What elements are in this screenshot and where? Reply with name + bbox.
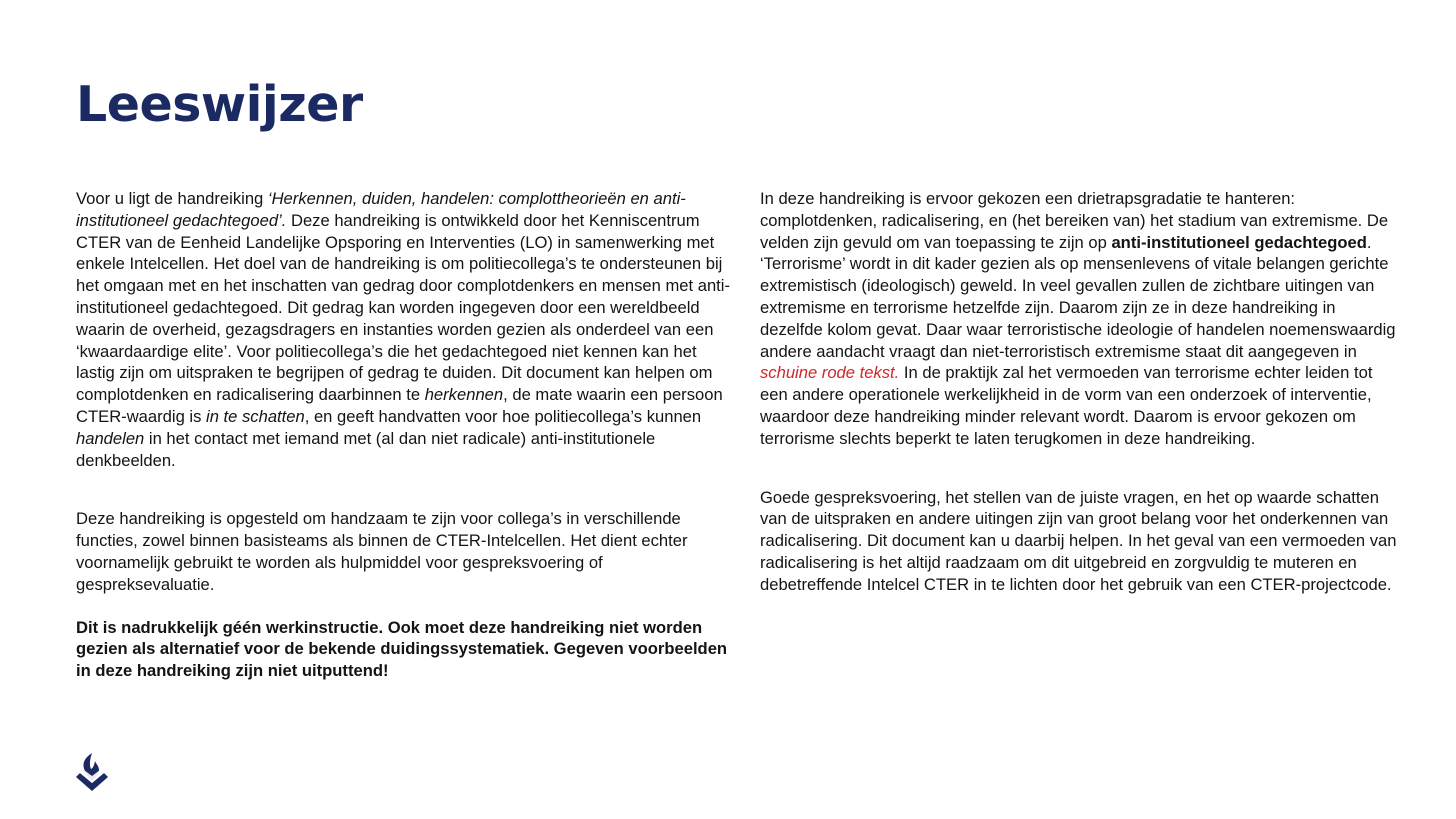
gradation-text-1: In deze handreiking is ervoor gekozen een drietrapsgradatie te hanteren: complotdenken, radicalisering, en (het bereiken van) het stadium van extremisme. De velden zijn gevuld om van toepassing te zijn op [760, 189, 1389, 252]
intro-italic-handelen: handelen [76, 428, 145, 448]
intro-text-2: Deze handreiking is ontwikkeld door het Kenniscentrum CTER van de Eenheid Landelijke Opsporing en Interventies (LO) in samenwerking met enkele Intelcellen. Het doel van de handreiking is om politiecollega’s te ondersteunen bij het omgaan met en het inschatten van gedrag door complotdenkers en mensen met anti-institutioneel gedachtegoed. Dit gedrag kan worden ingegeven door een wereldbeeld waarin de overheid, gezagsdragers en instanties worden gezien als onderdeel van een ‘kwaardaardige elite’. Voor politiecollega’s die het gedachtegoed niet kennen kan het lastig zijn om uitspraken te begrijpen of gedrag te duiden. Dit document kan helpen om complotdenken en radicalisering daarbinnen te [76, 210, 731, 405]
intro-text-1: Voor u ligt de handreiking [76, 189, 268, 208]
gradation-text-3: In de praktijk zal het vermoeden van terrorisme echter leiden tot een andere operationele werkelijkheid in de vorm van een onderzoek of interventie, waardoor deze handreiking minder relevant wordt. Daarom is ervoor gekozen om terrorisme slechts beperkt te laten terugkomen in deze handreiking. [760, 363, 1373, 448]
intro-text-5: in het contact met iemand met (al dan niet radicale) anti-institutionele denkbeelden. [76, 428, 656, 470]
audience-paragraph: Deze handreiking is opgesteld om handzaam te zijn voor collega’s in verschillende functies, zowel binnen basisteams als binnen de CTER-Intelcellen. Het dient echter voornamelijk gebruikt te worden als hulpmiddel voor gespreksvoering of gespreksevaluatie. [76, 509, 688, 594]
disclaimer-paragraph: Dit is nadrukkelijk géén werkinstructie. Ook moet deze handreiking niet worden gezien als alternatief voor de bekende duidingssystematiek. Gegeven voorbeelden in deze handreiking zijn niet uitputtend! [76, 617, 728, 681]
intro-italic-inschatten: in te schatten [206, 406, 305, 426]
gradation-text-2: . ‘Terrorisme’ wordt in dit kader gezien als op mensenlevens of vitale belangen gerichte extremistisch (ideologisch) geweld. In veel gevallen zullen de zichtbare uitingen van extremisme en terrorisme hetzelfde zijn. Daarom zijn ze in deze handreiking in dezelfde kolom gevat. Daar waar terroristische ideologie of handelen noemenswaardig andere aandacht vraagt dan niet-terroristisch extremisme staat dit aangegeven in [760, 232, 1396, 361]
left-column [76, 188, 736, 682]
page-title: Leeswijzer [76, 76, 363, 133]
politie-flame-logo-icon [74, 751, 110, 793]
gradation-bold: anti-institutioneel gedachtegoed [1111, 232, 1367, 252]
red-italic-note: schuine rode tekst. [760, 363, 900, 383]
intro-paragraph [76, 188, 736, 471]
intro-text-3: , de mate waarin een persoon CTER-waardig is [76, 385, 723, 426]
intro-text-4: , en geeft handvatten voor hoe politiecollega’s kunnen [304, 406, 702, 426]
gradation-paragraph [760, 188, 1400, 450]
conversation-paragraph: Goede gespreksvoering, het stellen van de juiste vragen, en het op waarde schatten van de uitspraken en andere uitingen zijn van groot belang voor het onderkennen van radicalisering. Dit document kan u daarbij helpen. In het geval van een vermoeden van radicalisering is het altijd raadzaam om dit uitgebreid en zorgvuldig te muteren en debetreffende Intelcel CTER in te lichten door het gebruik van een CTER-projectcode. [760, 487, 1397, 594]
right-column [760, 188, 1400, 596]
intro-italic-herkennen: herkennen [424, 385, 504, 405]
intro-title-italic: ‘Herkennen, duiden, handelen: complottheorieën en anti-institutioneel gedachtegoed’. [76, 189, 686, 230]
